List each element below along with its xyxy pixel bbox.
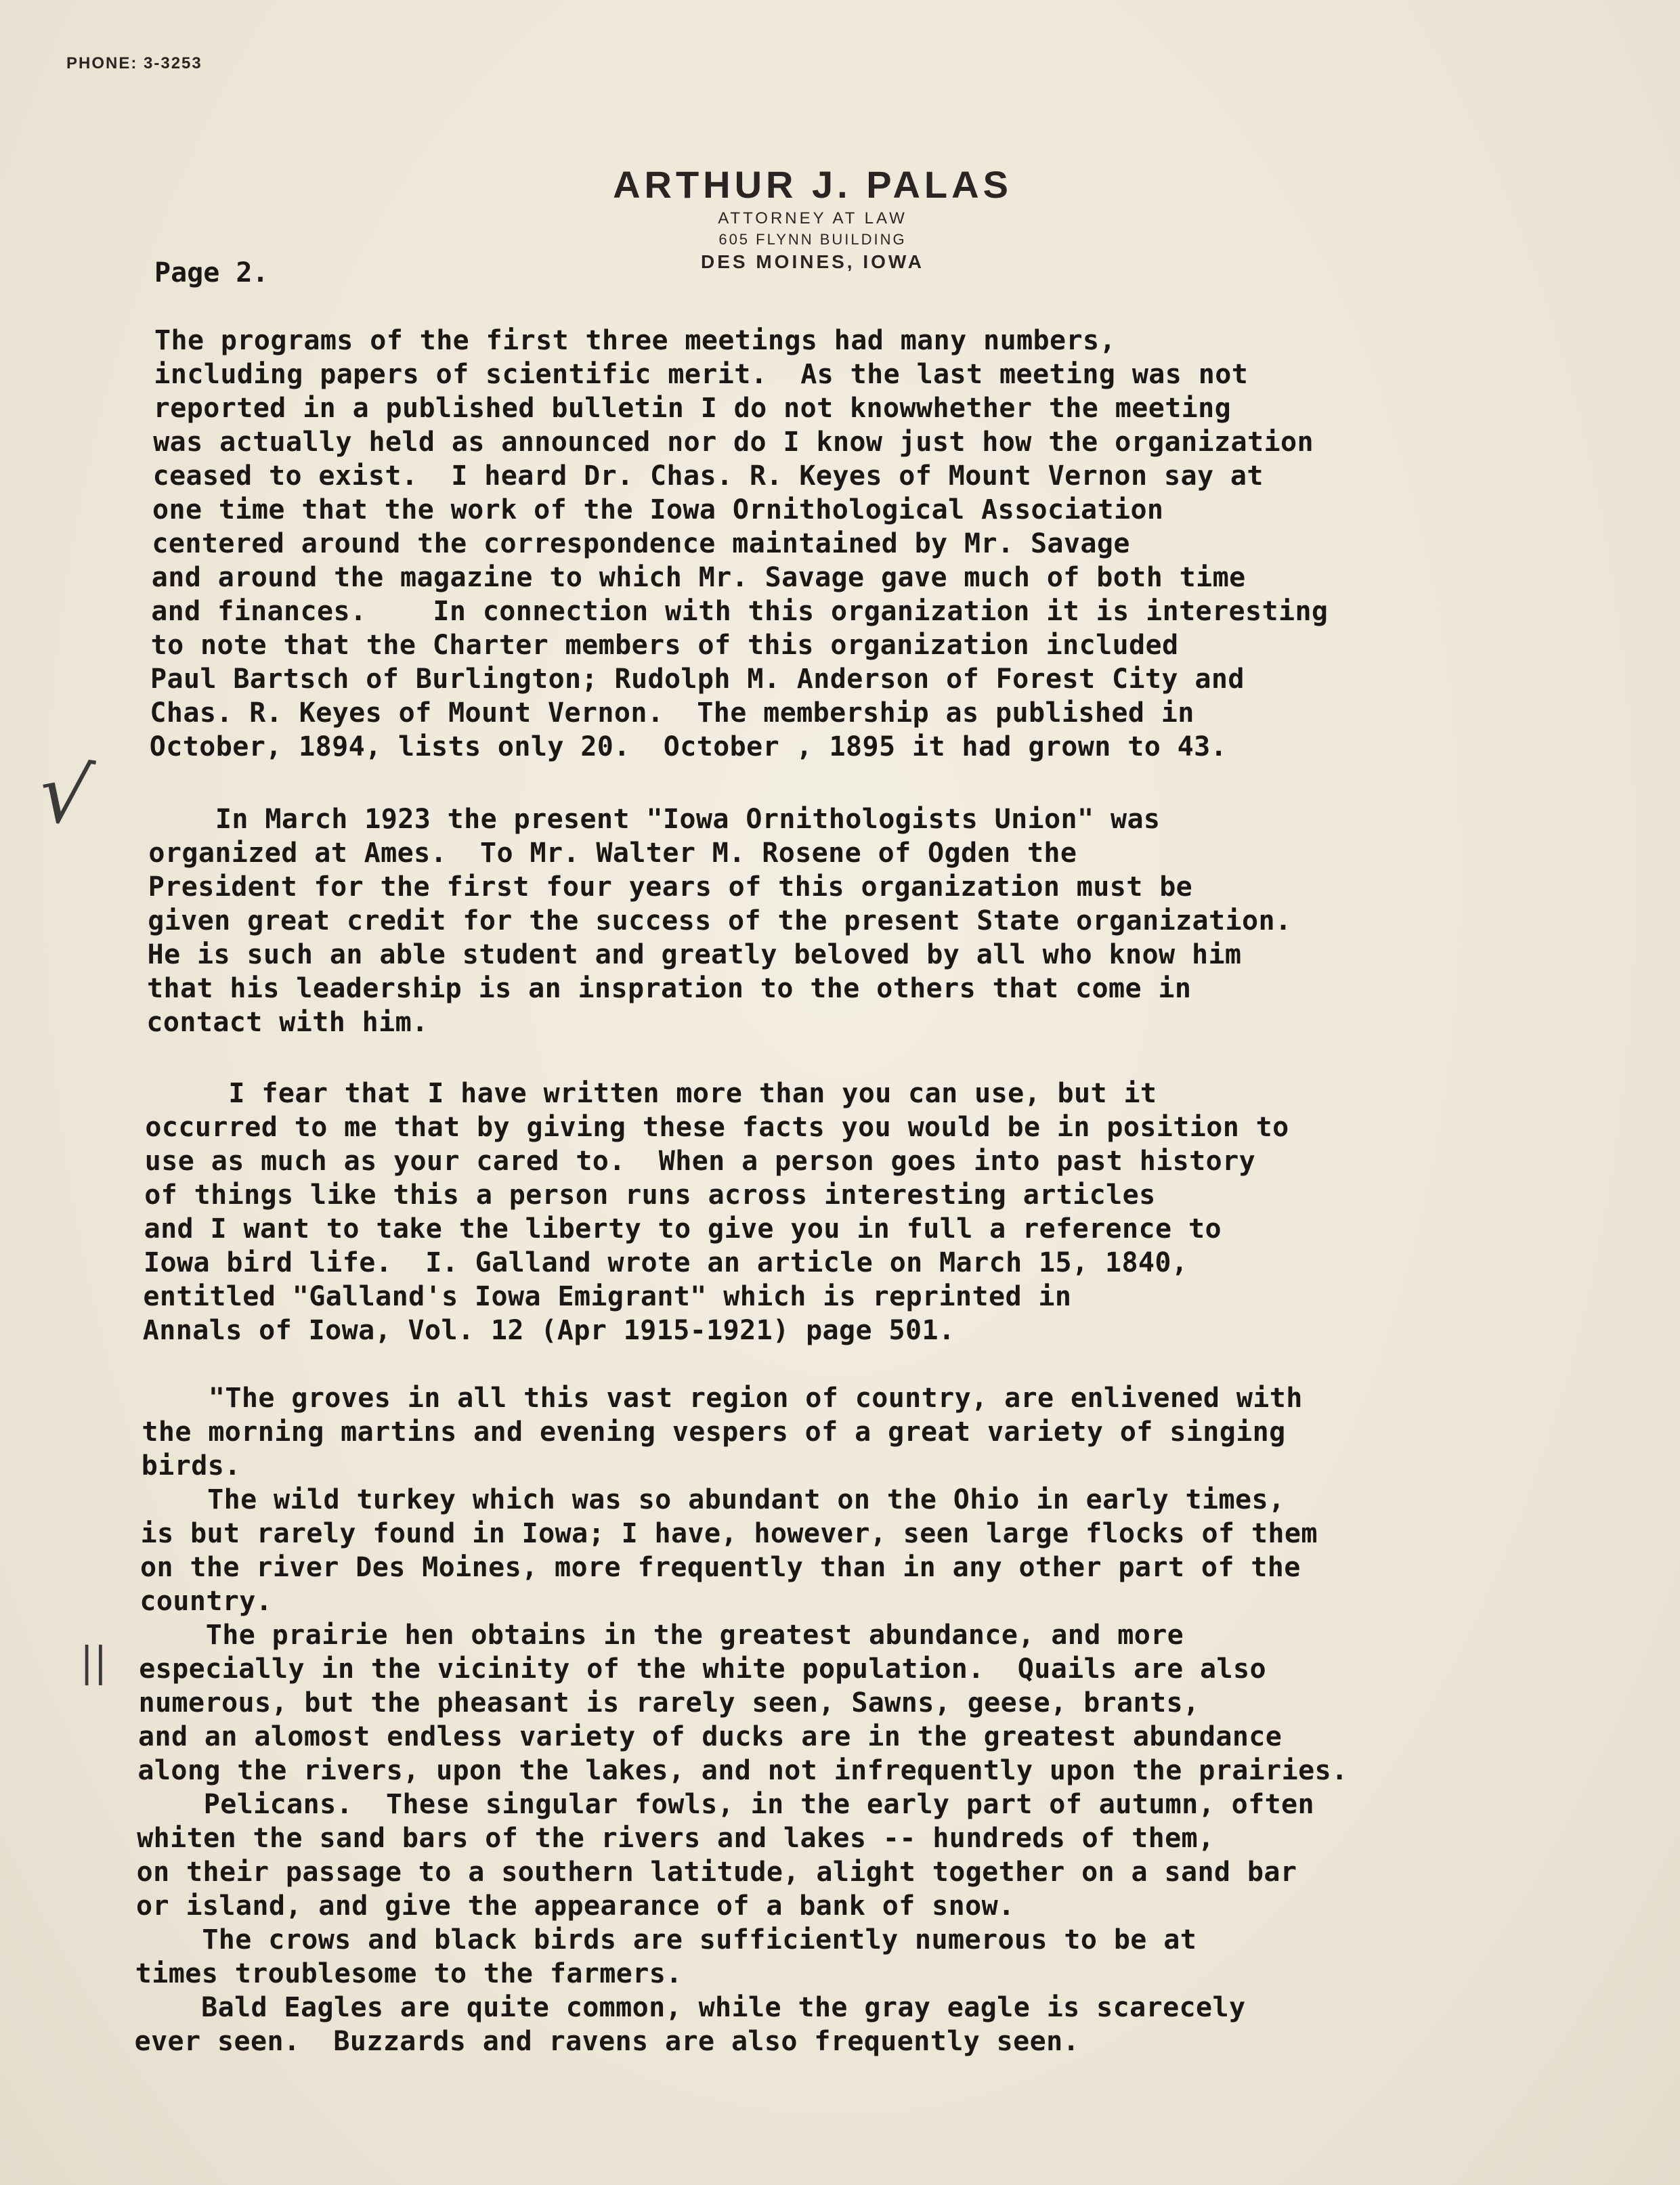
letterhead	[542, 163, 1083, 273]
body-line: and I want to take the liberty to give you in full a reference to	[144, 1213, 1222, 1245]
body-line: including papers of scientific merit. As the last meeting was not	[154, 359, 1249, 390]
body-line: and an alomost endless variety of ducks are in the greatest abundance	[138, 1721, 1283, 1752]
body-line: The crows and black birds are sufficiently numerous to be at	[135, 1924, 1197, 1955]
body-line: the morning martins and evening vespers of a great variety of singing	[142, 1416, 1286, 1448]
body-line: numerous, but the pheasant is rarely seen, Sawns, geese, brants,	[138, 1687, 1200, 1718]
body-line: centered around the correspondence maintained by Mr. Savage	[152, 528, 1130, 559]
body-line: country.	[139, 1586, 273, 1617]
body-line: and around the magazine to which Mr. Savage gave much of both time	[151, 562, 1246, 593]
margin-check-mark: √	[33, 745, 98, 846]
body-line: one time that the work of the Iowa Ornithological Association	[152, 494, 1164, 525]
body-line: ceased to exist. I heard Dr. Chas. R. Keyes of Mount Vernon say at	[152, 460, 1264, 492]
body-line: Iowa bird life. I. Galland wrote an article on March 15, 1840,	[144, 1247, 1188, 1278]
body-line: Pelicans. These singular fowls, in the early part of autumn, often	[137, 1789, 1315, 1820]
body-line: especially in the vicinity of the white population. Quails are also	[139, 1653, 1266, 1685]
body-line: of things like this a person runs across interesting articles	[144, 1180, 1156, 1211]
body-line: ever seen. Buzzards and ravens are also frequently seen.	[134, 2026, 1080, 2057]
phone-number: PHONE: 3-3253	[66, 54, 202, 72]
letterhead-address: 605 FLYNN BUILDING	[718, 231, 907, 248]
body-line: entitled "Galland's Iowa Emigrant" which is reprinted in	[143, 1281, 1072, 1312]
body-line: "The groves in all this vast region of country, are enlivened with	[142, 1383, 1303, 1414]
body-line: He is such an able student and greatly beloved by all who know him	[147, 939, 1242, 970]
body-line: The programs of the first three meetings had many numbers,	[154, 325, 1116, 356]
body-line: Annals of Iowa, Vol. 12 (Apr 1915-1921) page 501.	[142, 1315, 955, 1346]
body-line: Chas. R. Keyes of Mount Vernon. The membership as published in	[150, 697, 1194, 729]
body-line: In March 1923 the present "Iowa Ornithologists Union" was	[149, 804, 1161, 835]
body-line: The prairie hen obtains in the greatest abundance, and more	[139, 1620, 1184, 1651]
body-line: to note that the Charter members of this organization included	[150, 630, 1179, 661]
body-line: use as much as your cared to. When a person goes into past history	[144, 1146, 1256, 1177]
body-line: that his leadership is an inspration to the others that come in	[147, 973, 1192, 1004]
body-line: on their passage to a southern latitude, alight together on a sand bar	[136, 1857, 1297, 1888]
body-line: was actually held as announced nor do I know just how the organization	[153, 427, 1314, 458]
body-line: on the river Des Moines, more frequently than in any other part of the	[140, 1552, 1301, 1583]
body-line: President for the first four years of this organization must be	[148, 871, 1193, 903]
letterhead-name: ARTHUR J. PALAS	[613, 163, 1012, 206]
body-line: given great credit for the success of the present State organization.	[148, 905, 1292, 936]
body-line: birds.	[141, 1450, 241, 1481]
body-line: and finances. In connection with this organization it is interesting	[151, 596, 1329, 627]
body-line: whiten the sand bars of the rivers and lakes -- hundreds of them,	[137, 1823, 1215, 1854]
body-line: reported in a published bulletin I do not knowwhether the meeting	[153, 393, 1232, 424]
body-line: contact with him.	[146, 1007, 429, 1038]
body-line: along the rivers, upon the lakes, and not infrequently upon the prairies.	[137, 1755, 1348, 1786]
margin-double-bar-mark: ||	[80, 1639, 108, 1686]
body-line: The wild turkey which was so abundant on the Ohio in early times,	[141, 1484, 1285, 1515]
body-line: times troublesome to the farmers.	[135, 1958, 683, 1989]
page-label: Page 2.	[154, 257, 269, 288]
body-line: I fear that I have written more than you can use, but it	[146, 1078, 1157, 1109]
body-line: is but rarely found in Iowa; I have, however, seen large flocks of them	[140, 1518, 1318, 1549]
body-line: or island, and give the appearance of a bank of snow.	[136, 1890, 1015, 1922]
letterhead-title: ATTORNEY AT LAW	[718, 209, 907, 228]
letterhead-city: DES MOINES, IOWA	[700, 251, 925, 272]
body-line: October, 1894, lists only 20. October , 1895 it had grown to 43.	[149, 731, 1228, 762]
body-line: Paul Bartsch of Burlington; Rudolph M. Anderson of Forest City and	[150, 664, 1245, 695]
body-line: Bald Eagles are quite common, while the gray eagle is scarecely	[135, 1992, 1246, 2023]
body-line: organized at Ames. To Mr. Walter M. Rosene of Ogden the	[148, 838, 1077, 869]
body-line: occurred to me that by giving these facts you would be in position to	[145, 1112, 1289, 1143]
